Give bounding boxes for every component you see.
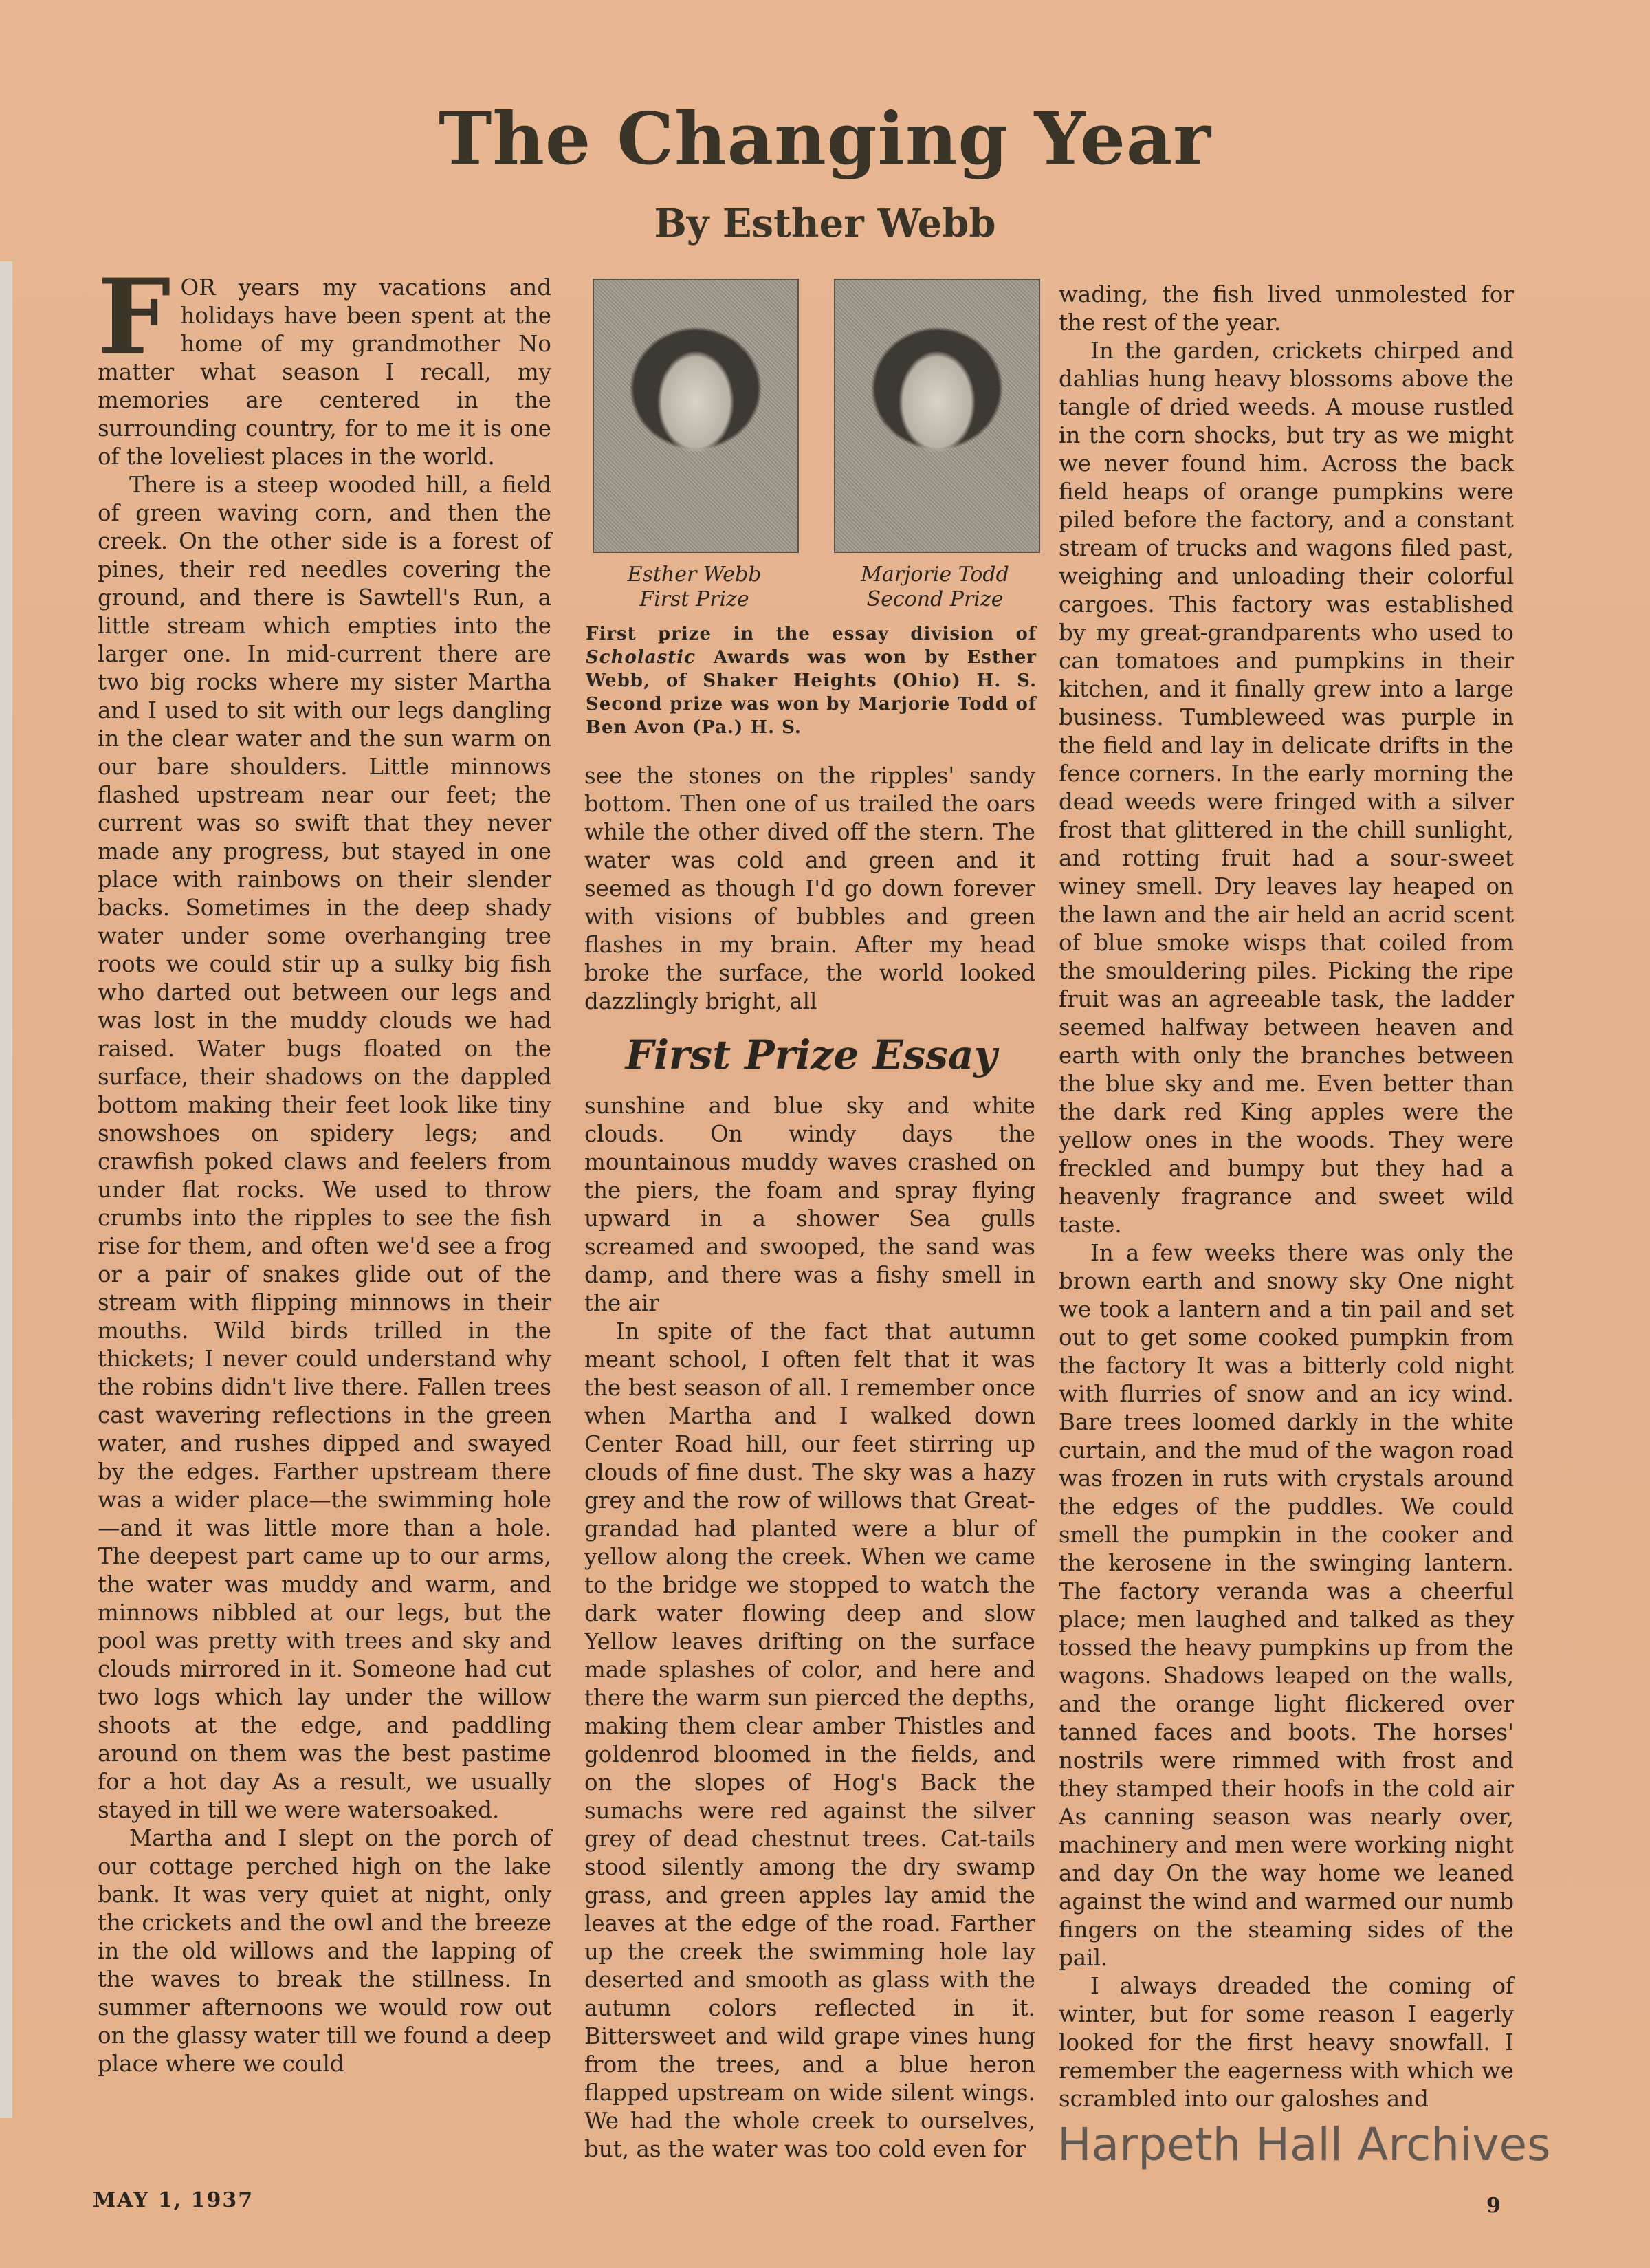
archive-watermark: Harpeth Hall Archives: [1057, 2118, 1551, 2171]
paragraph: wading, the fish lived unmolested for the rest of the year.: [1059, 281, 1514, 336]
paragraph: Martha and I slept on the porch of our cottage perched high on the lake bank. It was very quiet at night, only the crickets and the owl and the breeze in the old willows and the lapping of the waves to break the stillness. In summer afternoons we would row out on the glassy water till we found a deep place where we could: [98, 1825, 551, 2077]
paragraph: There is a steep wooded hill, a field of green waving corn, and then the creek. On the other side is a forest of pines, their red needles covering the ground, and there is Sawtell's Run, a little stream which empties into the larger one. In mid-current there are two big rocks where my sister Martha and I used to sit with our legs dangling in the clear water and the sun warm on our bare shoulders. Little minnows flashed upstream near our feet; the current was so swift that they never made any progress, but stayed in one place with rainbows on their slender backs. Sometimes in the deep shady water under some overhanging tree roots we could stir up a sulky big fish who darted out between our legs and was lost in the muddy clouds we had raised. Water bugs floated on the surface, their shadows on the dappled bottom making their feet look like tiny snowshoes on spidery legs; and crawfish poked claws and feelers from under flat rocks. We used to throw crumbs into the ripples to see the fish rise for them, and often we'd see a frog or a pair of snakes glide out of the stream with flipping minnows in their mouths. Wild birds trilled in the thickets; I never could understand why the robins didn't live there. Fallen trees cast wavering reflections in the green water, and rushes dipped and swayed by the edges. Farther upstream there was a wider place—the swimming hole—and it was little more than a hole. The deepest part came up to our arms, the water was muddy and warm, and minnows nibbled at our legs, but the pool was pretty with trees and sky and clouds mirrored in it. Someone had cut two logs which lay under the willow shoots at the edge, and paddling around on them was the best pastime for a hot day As a result, we usually stayed in till we were watersoaked.: [98, 472, 551, 1823]
photo-caption-1: Esther Webb First Prize: [627, 563, 762, 611]
paragraph: sunshine and blue sky and white clouds. On windy days the mountainous muddy waves crashed on the piers, the foam and spray flying upward in a shower Sea gulls screamed and swooped, the sand was damp, and there was a fishy smell in the air: [584, 1093, 1035, 1316]
portrait-photo-esther-webb: [593, 279, 799, 553]
page-number: 9: [1486, 2194, 1501, 2218]
portrait-photo-marjorie-todd: [834, 279, 1040, 553]
issue-date: MAY 1, 1937: [93, 2188, 254, 2212]
paragraph: In a few weeks there was only the brown earth and snowy sky One night we took a lantern and a tin pail and set out to get some cooked pumpkin from the factory It was a bitterly cold night with flurries of snow and an icy wind. Bare trees loomed darkly in the white curtain, and the mud of the wagon road was frozen in ruts with crystals around the edges of the puddles. We could smell the pumpkin in the cooker and the kerosene in the swinging lantern. The factory veranda was a cheerful place; men laughed and talked as they tossed the heavy pumpkins up from the wagons. Shadows leaped on the walls, and the orange light flickered over tanned faces and boots. The horses' nostrils were rimmed with frost and they stamped their hoofs in the cold air As canning season was nearly over, machinery and men were working night and day On the way home we leaned against the wind and warmed our numb fingers on the steaming sides of the pail.: [1059, 1240, 1514, 1971]
paragraph: In the garden, crickets chirped and dahlias hung heavy blossoms above the tangle of dried weeds. A mouse rustled in the corn shocks, but try as we might we never found him. Across the back field heaps of orange pumpkins were piled before the factory, and a constant stream of trucks and wagons filed past, weighing and unloading their colorful cargoes. This factory was established by my great-grandparents who used to can tomatoes and pumpkins in their kitchen, and it finally grew into a large business. Tumbleweed was purple in the field and lay in delicate drifts in the fence corners. In the early morning the dead weeds were fringed with a silver frost that glittered in the chill sunlight, and rotting fruit had a sour-sweet winey smell. Dry leaves lay heaped on the lawn and the air held an acrid scent of blue smoke wisps that coiled from the smouldering piles. Picking the ripe fruit was an agreeable task, the ladder seemed halfway between heaven and earth with only the branches between the blue sky and me. Even better than the dark red King apples were the yellow ones in the woods. They were freckled and bumpy but they had a heavenly fragrance and sweet wild taste.: [1059, 338, 1514, 1238]
torn-edge: [0, 261, 12, 2118]
paragraph: In spite of the fact that autumn meant school, I often felt that it was the best season of all. I remember once when Martha and I walked down Center Road hill, our feet stirring up clouds of fine dust. The sky was a hazy grey and the row of willows that Great-grandad had planted were a blur of yellow along the creek. When we came to the bridge we stopped to watch the dark water flowing deep and slow Yellow leaves drifting on the surface made splashes of color, and here and there the warm sun pierced the depths, making them clear amber Thistles and goldenrod bloomed in the fields, and on the slopes of Hog's Back the sumachs were red against the silver grey of dead chestnut trees. Cat-tails stood silently among the dry swamp grass, and green apples lay amid the leaves at the edge of the road. Farther up the creek the swimming hole lay deserted and smooth as glass with the autumn colors reflected in it. Bittersweet and wild grape vines hung from the trees, and a blue heron flapped upstream on wide silent wings. We had the whole creek to ourselves, but, as the water was too cold even for: [584, 1318, 1035, 2162]
column-2-bottom: [584, 1092, 1035, 2165]
drop-cap: F: [98, 257, 171, 378]
column-1: [98, 257, 551, 2158]
paragraph: FOR years my vacations and holidays have been spent at the home of my grandmother No matter what season I recall, my memories are centered in the surrounding country, for to me it is one of the loveliest places in the world.: [98, 257, 551, 470]
paragraph: I always dreaded the coming of winter, but for some reason I eagerly looked for the first heavy snowfall. I remember the eagerness with which we scrambled into our galoshes and: [1059, 1973, 1514, 2112]
award-caption: First prize in the essay division of Scholastic Awards was won by Esther Webb, of Shaker Heights (Ohio) H. S. Second prize was won by Marjorie Todd of Ben Avon (Pa.) H. S.: [586, 624, 1037, 738]
article-title: The Changing Year: [438, 96, 1212, 181]
paragraph: see the stones on the ripples' sandy bottom. Then one of us trailed the oars while the other dived off the stern. The water was cold and green and it seemed as though I'd go down forever with visions of bubbles and green flashes in my brain. After my head broke the surface, the world looked dazzlingly bright, all: [584, 763, 1035, 1014]
column-3: [1059, 281, 1514, 2165]
article-byline: By Esther Webb: [654, 201, 996, 246]
photo-caption-2: Marjorie Todd Second Prize: [861, 563, 1009, 611]
section-heading: First Prize Essay: [625, 1032, 998, 1078]
